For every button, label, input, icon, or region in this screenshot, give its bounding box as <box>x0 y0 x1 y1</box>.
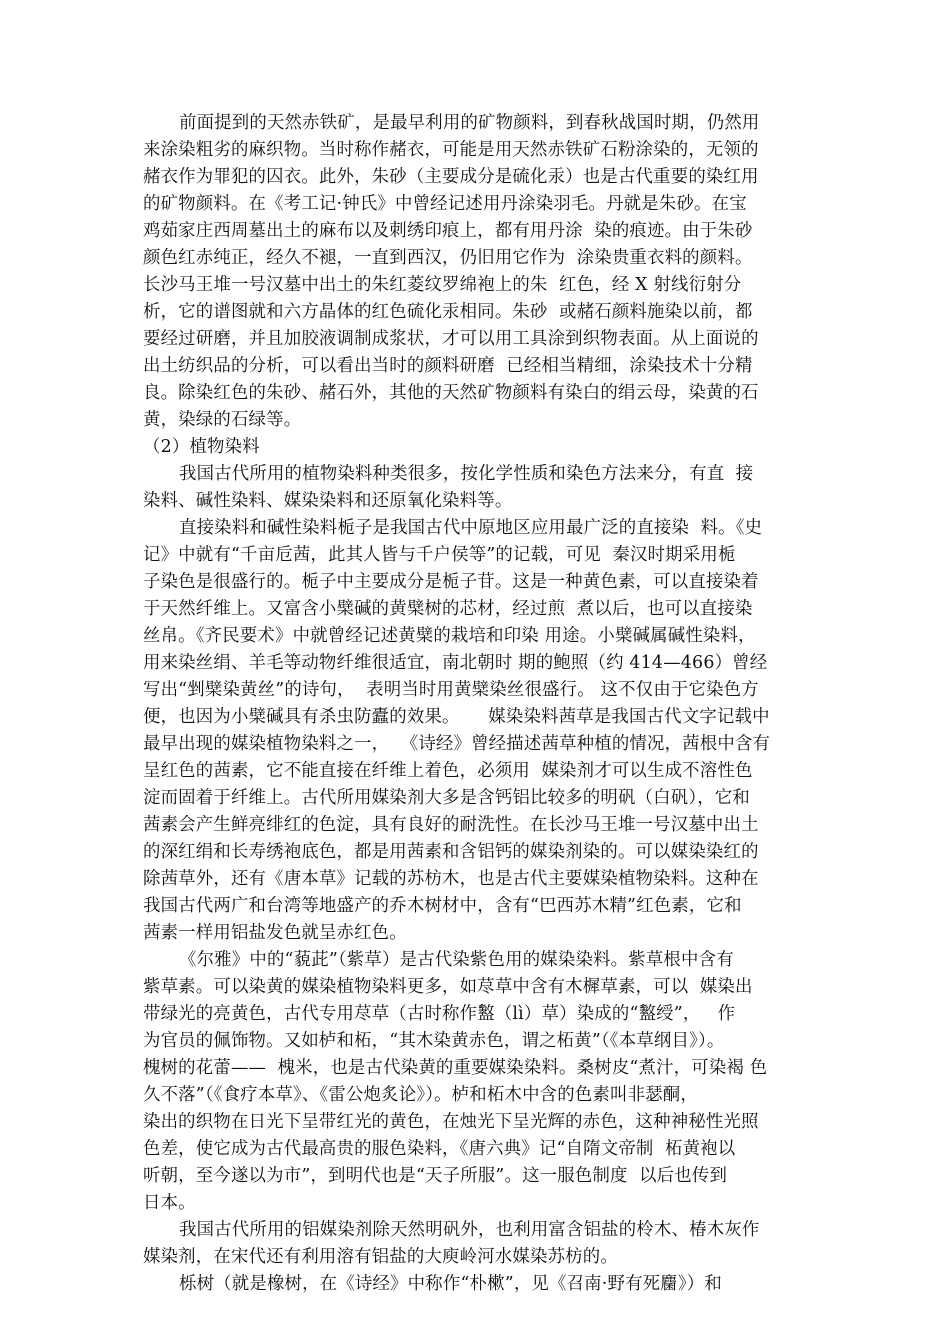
text-line: 丝帛。《齐民要术》中就曾经记述黄檗的栽培和印染 用途。小檗碱属碱性染料， <box>143 626 756 646</box>
text-line: 的矿物颜料。在《考工记·钟氏》中曾经记述用丹涂染羽毛。丹就是朱砂。在宝 <box>143 194 747 214</box>
text-line: 茜素会产生鲜亮绯红的色淀，具有良好的耐洗性。在长沙马王堆一号汉墓中出土 <box>143 815 759 835</box>
text-line: 子染色是很盛行的。栀子中主要成分是栀子苷。这是一种黄色素，可以直接染着 <box>143 572 759 592</box>
text-line: 直接染料和碱性染料栀子是我国古代中原地区应用最广泛的直接染 料。《史 <box>179 518 763 538</box>
text-line: 便，也因为小檗碱具有杀虫防蠹的效果。 媒染染料茜草是我国古代文字记载中 <box>143 707 770 727</box>
text-line: 我国古代所用的铝媒染剂除天然明矾外，也利用富含铝盐的柃木、椿木灰作 <box>179 1220 760 1240</box>
text-line: 我国古代两广和台湾等地盛产的乔木树材中，含有“巴西苏木精”红色素，它和 <box>143 896 742 916</box>
text-line: 染料、碱性染料、媒染染料和还原氧化染料等。 <box>143 491 513 511</box>
document-page <box>143 110 809 1298</box>
text-line: 染出的织物在日光下呈带红光的黄色，在烛光下呈光辉的赤色，这种神秘性光照 <box>143 1112 759 1132</box>
text-line: 良。除染红色的朱砂、赭石外，其他的天然矿物颜料有染白的绢云母，染黄的石 <box>143 383 759 403</box>
text-line: 出土纺织品的分析，可以看出当时的颜料研磨 已经相当精细，涂染技术十分精 <box>143 356 753 376</box>
text-line: 除茜草外，还有《唐本草》记载的苏枋木，也是古代主要媒染植物染料。这种在 <box>143 869 759 889</box>
text-line: 色差，使它成为古代最高贵的服色染料，《唐六典》记“自隋文帝制 柘黄袍以 <box>143 1139 736 1159</box>
text-line: 带绿光的亮黄色，古代专用荩草（古时称作盭（lì）草）染成的“盭绶”， 作 <box>143 1004 736 1024</box>
text-line: 茜素一样用铝盐发色就呈赤红色。 <box>143 923 407 943</box>
text-line: 的深红绢和长寿绣袍底色，都是用茜素和含铝钙的媒染剂染的。可以媒染染红的 <box>143 842 759 862</box>
text-line: 于天然纤维上。又富含小檗碱的黄檗树的芯材，经过煎 煮以后，也可以直接染 <box>143 599 753 619</box>
text-line: 写出“剉檗染黄丝”的诗句， 表明当时用黄檗染丝很盛行。 这不仅由于它染色方 <box>143 680 759 700</box>
text-line: 为官员的佩饰物。又如栌和柘，“其木染黄赤色，谓之柘黄”（《本草纲目》）。 <box>143 1031 725 1051</box>
text-line: 长沙马王堆一号汉墓中出土的朱红菱纹罗绵袍上的朱 红色，经 X 射线衍射分 <box>143 275 742 295</box>
text-line: 淀而固着于纤维上。古代所用媒染剂大多是含钙铝比较多的明矾（白矾），它和 <box>143 788 750 808</box>
text-line: 黄，染绿的石绿等。 <box>143 410 302 430</box>
text-line: 《尔雅》中的“藐茈”（紫草）是古代染紫色用的媒染染料。紫草根中含有 <box>179 950 734 970</box>
text-line: 久不落”（《食疗本草》、《雷公炮炙论》）。栌和柘木中含的色素叫非瑟酮， <box>143 1085 698 1105</box>
text-line: 紫草素。可以染黄的媒染植物染料更多，如荩草中含有木樨草素，可以 媒染出 <box>143 977 753 997</box>
text-line: 我国古代所用的植物染料种类很多，按化学性质和染色方法来分，有直 接 <box>179 464 754 484</box>
text-line: 记》中就有“千亩卮茜，此其人皆与千户侯等”的记载，可见 秦汉时期采用栀 <box>143 545 736 565</box>
text-line: 最早出现的媒染植物染料之一， 《诗经》曾经描述茜草种植的情况，茜根中含有 <box>143 734 771 754</box>
text-line: 槐树的花蕾—— 槐米，也是古代染黄的重要媒染染料。桑树皮“煮汁，可染褐 色 <box>143 1058 768 1078</box>
text-line: 媒染剂，在宋代还有利用溶有铝盐的大庾岭河水媒染苏枋的。 <box>143 1247 618 1267</box>
text-line: 前面提到的天然赤铁矿，是最早利用的矿物颜料，到春秋战国时期，仍然用 <box>179 113 760 133</box>
text-line: 鸡茹家庄西周墓出土的麻布以及刺绣印痕上，都有用丹涂 染的痕迹。由于朱砂 <box>143 221 753 241</box>
text-line: 呈红色的茜素，它不能直接在纤维上着色，必须用 媒染剂才可以生成不溶性色 <box>143 761 753 781</box>
text-line: 析，它的谱图就和六方晶体的红色硫化汞相同。朱砂 或赭石颜料施染以前，都 <box>143 302 753 322</box>
text-line: 日本。 <box>143 1193 196 1213</box>
text-line: 用来染丝绢、羊毛等动物纤维很适宜，南北朝时 期的鲍照（约 414—466）曾经 <box>143 653 768 673</box>
text-line: 赭衣作为罪犯的囚衣。此外，朱砂（主要成分是硫化汞）也是古代重要的染红用 <box>143 167 759 187</box>
text-line: （2）植物染料 <box>143 437 260 457</box>
text-line: 来涂染粗劣的麻织物。当时称作赭衣，可能是用天然赤铁矿石粉涂染的，无领的 <box>143 140 759 160</box>
text-line: 听朝，至今遂以为市”，到明代也是“天子所服”。这一服色制度 以后也传到 <box>143 1166 728 1186</box>
text-line: 栎树（就是橡树，在《诗经》中称作“朴樕”，见《召南·野有死麕》）和 <box>179 1274 722 1294</box>
text-line: 颜色红赤纯正，经久不褪，一直到西汉，仍旧用它作为 涂染贵重衣料的颜料。 <box>143 248 753 268</box>
text-line: 要经过研磨，并且加胶液调制成浆状，才可以用工具涂到织物表面。从上面说的 <box>143 329 759 349</box>
